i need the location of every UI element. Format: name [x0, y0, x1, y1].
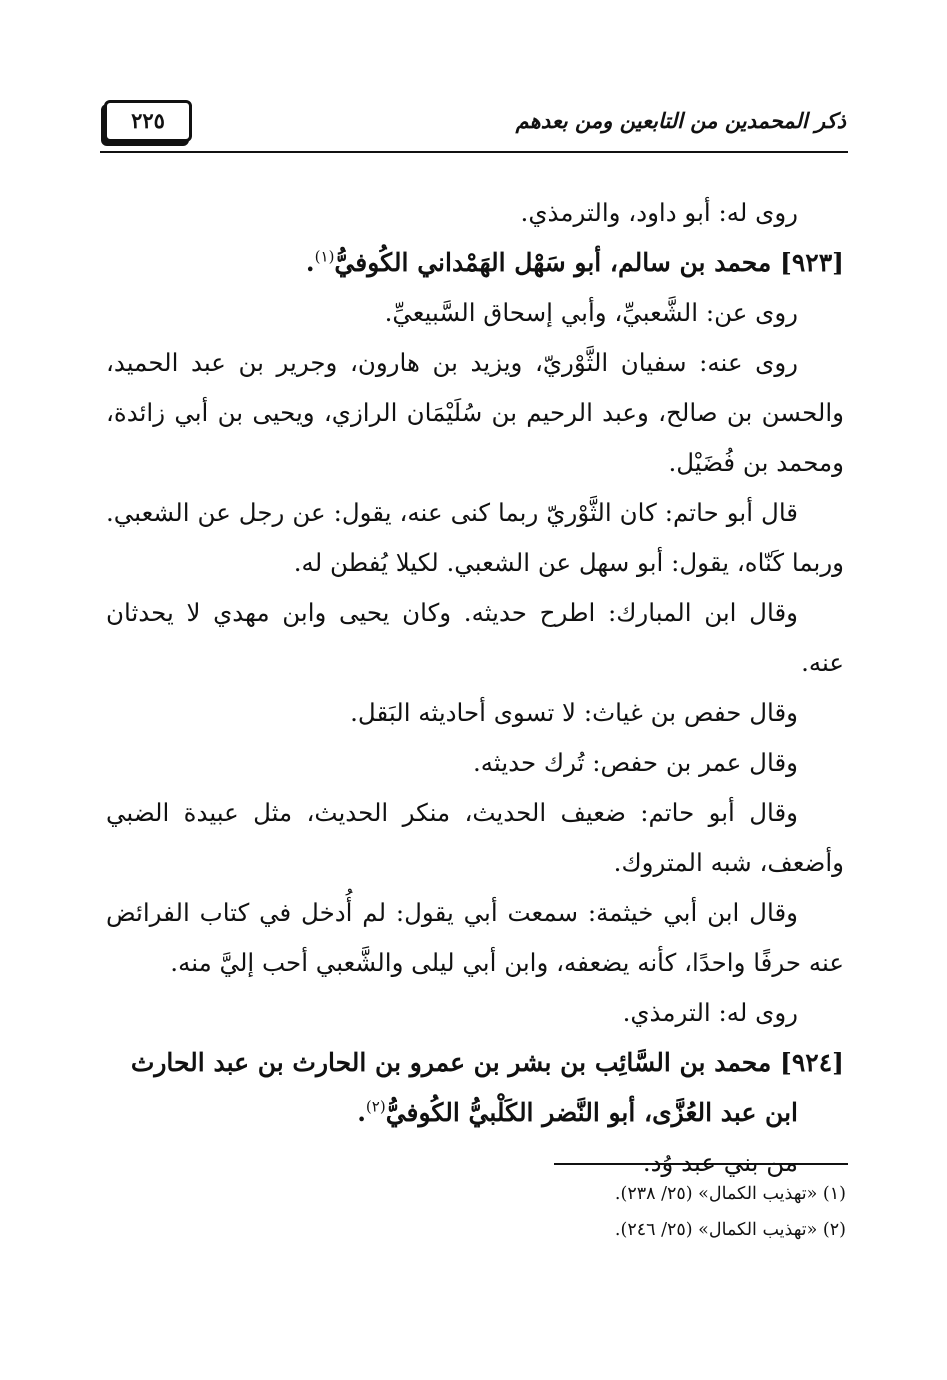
abu-hatim-paragraph: قال أبو حاتم: كان الثَّوْريّ ربما كنى عنه، يقول: عن رجل عن الشعبي. وربما كَنّاه، يقول: أبو سهل عن الشعبي. لكيلا يُفطن له. — [106, 498, 844, 577]
narrated-from-line: روى عن: الشَّعبيِّ، وأبي إسحاق السَّبيعيِّ. — [384, 298, 798, 327]
entry-923-title: [٩٢٣] محمد بن سالم، أبو سَهْل الهَمْداني الكُوفيُّ — [334, 248, 844, 277]
tirmidhi-line: روى له: الترمذي. — [622, 998, 798, 1027]
entry-923-heading — [106, 238, 844, 288]
abu-hatim-second-paragraph: وقال أبو حاتم: ضعيف الحديث، منكر الحديث، مثل عبيدة الضبي وأضعف، شبه المتروك. — [106, 798, 844, 877]
entry-924-heading-continued — [106, 1088, 844, 1138]
running-head: ذكر المحمدين من التابعين ومن بعدهم — [515, 108, 846, 133]
ibn-mubarak-line: وقال ابن المبارك: اطرح حديثه. وكان يحيى وابن مهدي لا يحدثان عنه. — [106, 598, 844, 677]
tribe-line: من بني عبد وُد. — [642, 1148, 798, 1177]
hafs-line: وقال حفص بن غياث: لا تسوى أحاديثه البَقل. — [350, 698, 798, 727]
footnote-1: (١) «تهذيب الكمال» (٢٥/ ٢٣٨). — [614, 1184, 846, 1204]
footnote-2: (٢) «تهذيب الكمال» (٢٥/ ٢٤٦). — [614, 1220, 846, 1240]
entry-924-title-cont: ابن عبد العُزَّى، أبو النَّضر الكَلْبيُّ الكُوفيُّ — [385, 1098, 798, 1127]
footnote-divider — [554, 1163, 848, 1165]
narrators-paragraph: روى عنه: سفيان الثَّوْريّ، ويزيد بن هارون، وجرير بن عبد الحميد، والحسن بن صالح، وعبد الرحيم بن سُلَيْمَان الرازي، ويحيى بن أبي زائدة، ومحمد بن فُضَيْل. — [106, 348, 844, 477]
footnote-ref-1[interactable]: (١) — [314, 247, 335, 266]
header-divider — [100, 151, 848, 153]
page-header — [100, 96, 848, 150]
entry-924-end: . — [357, 1098, 366, 1127]
main-text — [106, 188, 844, 1188]
umar-line: وقال عمر بن حفص: تُرك حديثه. — [473, 748, 798, 777]
footnotes — [500, 1176, 846, 1248]
page-number: ٢٢٥ — [104, 100, 192, 142]
footnote-ref-2[interactable]: (٢) — [365, 1097, 386, 1116]
ibn-abi-khaythama-paragraph: وقال ابن أبي خيثمة: سمعت أبي يقول: لم أُدخل في كتاب الفرائض عنه حرفًا واحدًا، كأنه يضعفه، وابن أبي ليلى والشَّعبي أحب إليَّ منه. — [106, 898, 844, 977]
entry-924-heading: [٩٢٤] محمد بن السَّائِب بن بشر بن عمرو بن الحارث بن عبد الحارث — [130, 1048, 844, 1077]
transmitted-by-line: روى له: أبو داود، والترمذي. — [520, 198, 798, 227]
entry-923-end: . — [305, 248, 315, 277]
